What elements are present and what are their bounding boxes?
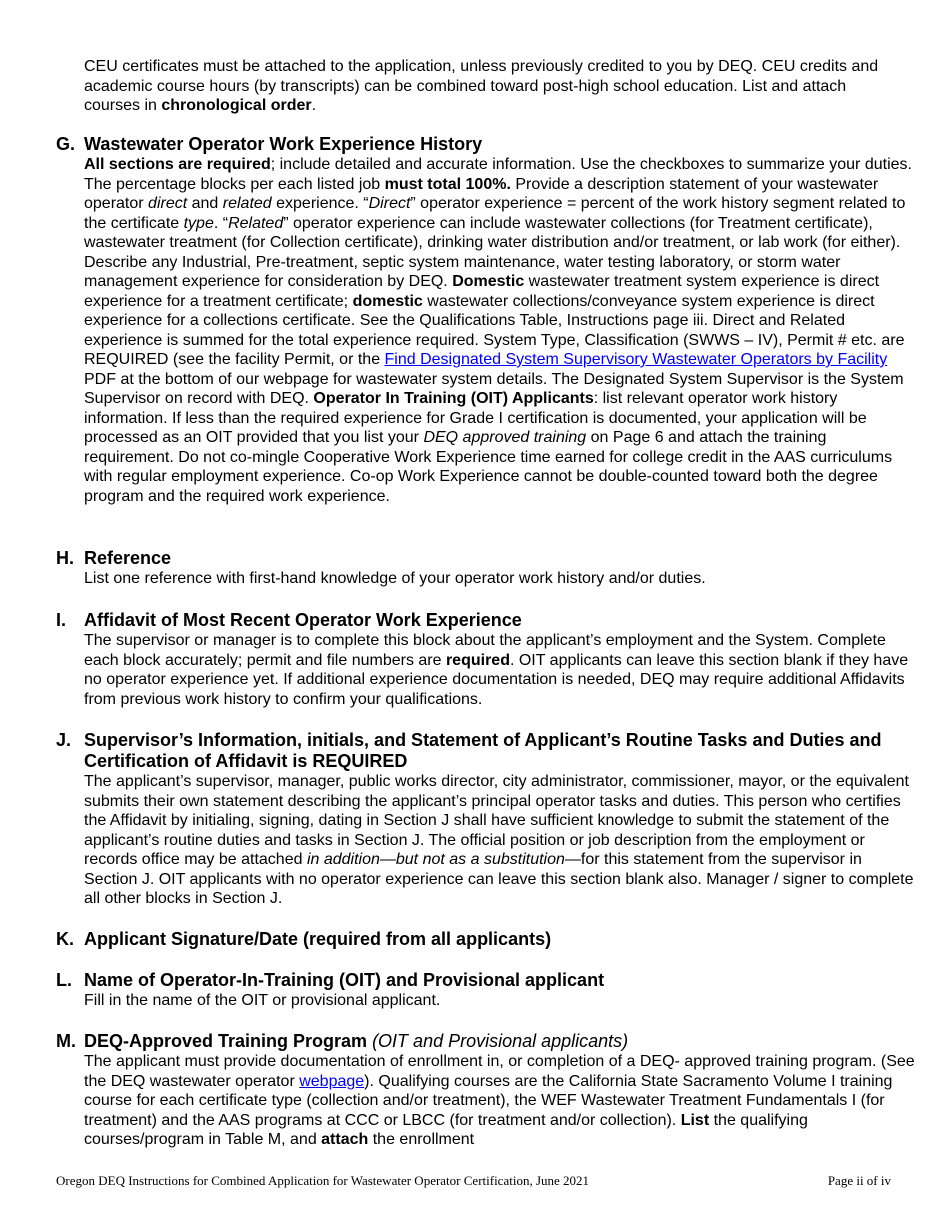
section-l-body: Fill in the name of the OIT or provisional applicant.	[84, 992, 441, 1009]
page-footer	[56, 1173, 891, 1189]
section-k-heading: K. Applicant Signature/Date (required from all applicants)	[56, 929, 552, 949]
section-h-heading: H. Reference	[56, 548, 172, 568]
section-i-body: The supervisor or manager is to complete this block about the applicant’s employment and the System. Complete each block accurately; permit and file numbers are required. OIT applicants can leave this section blank if they have no operator experience yet. If additional experience documentation is needed, DEQ may require additional Affidavits from previous work history to confirm your qualifications.	[84, 632, 909, 708]
footer-page-number: Page ii of iv	[827, 1173, 891, 1188]
deq-webpage-link[interactable]: webpage	[299, 1072, 365, 1090]
section-h	[56, 548, 916, 589]
section-h-body: List one reference with first-hand knowledge of your operator work history and/or duties.	[84, 570, 706, 587]
section-g	[56, 134, 916, 506]
section-l	[56, 970, 916, 1011]
section-g-heading: G. Wastewater Operator Work Experience History	[56, 134, 483, 154]
section-m-body: The applicant must provide documentation of enrollment in, or completion of a DEQ- approved training program. (See the DEQ wastewater operator webpage). Qualifying courses are the California State Sacramento Volume I training course for each certificate type (collection and/or treatment), the WEF Wastewater Treatment Fundamentals I (for treatment) and the AAS programs at CCC or LBCC (for treatment and/or collection). List the qualifying courses/program in Table M, and attach the enrollment	[84, 1053, 915, 1148]
section-j-body: The applicant’s supervisor, manager, public works director, city administrator, commissioner, mayor, or the equivalent submits their own statement describing the applicant’s principal operator tasks and duties. This person who certifies the Affidavit by initialing, signing, dating in Section J shall have sufficient knowledge to submit the statement of the applicant’s routine duties and tasks in Section J. The official position or job description from the employment or records office may be attached in addition—but not as a substitution—for this statement from the supervisor in Section J. OIT applicants with no operator experience can leave this section blank also. Manager / signer to complete all other blocks in Section J.	[84, 773, 914, 907]
section-m-heading: M. DEQ-Approved Training Program (OIT and Provisional applicants)	[56, 1031, 629, 1051]
section-k	[56, 929, 916, 950]
intro-paragraph: CEU certificates must be attached to the application, unless previously credited to you by DEQ. CEU credits and academic course hours (by transcripts) can be combined toward post-high school education. List and attach courses in chronological order.	[84, 58, 879, 114]
section-m	[56, 1031, 916, 1150]
section-l-heading: L. Name of Operator-In-Training (OIT) and Provisional applicant	[56, 970, 605, 990]
section-j	[56, 730, 916, 909]
footer-document-title: Oregon DEQ Instructions for Combined Application for Wastewater Operator Certification, June 2021	[56, 1173, 590, 1188]
section-i	[56, 610, 916, 709]
section-g-body: All sections are required; include detailed and accurate information. Use the checkboxes to summarize your duties. The percentage blocks per each listed job must total 100%. Provide a description statement of your wastewater operator direct and related experience. “Direct” operator experience = percent of the work history segment related to the certificate type. “Related” operator experience can include wastewater collections (for Treatment certificate), wastewater treatment (for Collection certificate), drinking water distribution and/or treatment, or lab work (for either). Describe any Industrial, Pre-treatment, septic system maintenance, water testing laboratory, or storm water management experience for consideration by DEQ. Domestic wastewater treatment system experience is direct experience for a treatment certificate; domestic wastewater collections/conveyance system experience is direct experience for a collections certificate. See the Qualifications Table, Instructions page iii. Direct and Related experience is summed for the total experience required. System Type, Classification (SWWS – IV), Permit # etc. are REQUIRED (see the facility Permit, or the Find Designated System Supervisory Wastewater Operators by Facility PDF at the bottom of our webpage for wastewater system details. The Designated System Supervisor is the System Supervisor on record with DEQ. Operator In Training (OIT) Applicants: list relevant operator work history information. If less than the required experience for Grade I certification is documented, your application will be processed as an OIT provided that you list your DEQ approved training on Page 6 and attach the training requirement. Do not co-mingle Cooperative Work Experience time earned for college credit in the AAS curriculums with regular employment experience. Co-op Work Experience cannot be double-counted toward both the degree program and the required work experience.	[84, 156, 912, 505]
section-i-heading: I. Affidavit of Most Recent Operator Work Experience	[56, 610, 522, 630]
section-j-heading: J. Supervisor’s Information, initials, and Statement of Applicant’s Routine Tasks and Duties and Certification of Affidavit is REQUIRED	[56, 730, 882, 771]
find-designated-supervisors-link[interactable]: Find Designated System Supervisory Wastewater Operators by Facility	[384, 351, 888, 368]
